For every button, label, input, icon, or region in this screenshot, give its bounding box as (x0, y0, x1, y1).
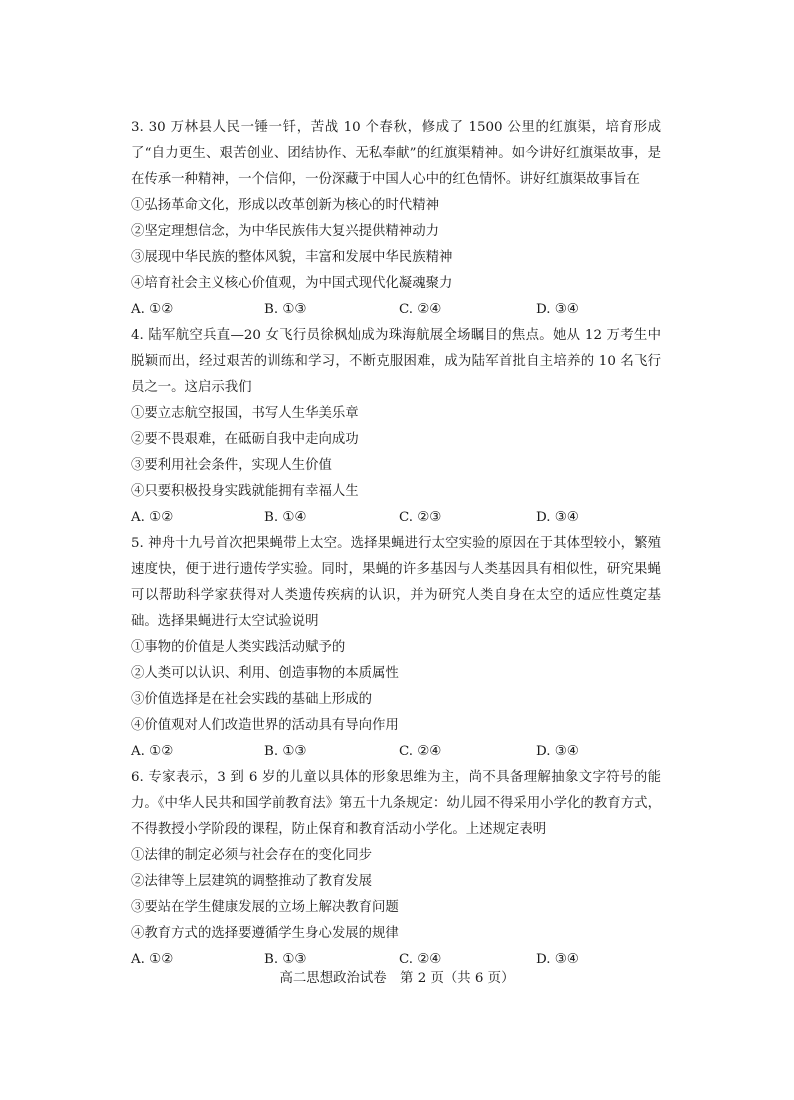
question-5 (131, 531, 661, 765)
question-stem: 5. 神舟十九号首次把果蝇带上太空。选择果蝇进行太空实验的原因在于其体型较小，繁殖速度快，便于进行遗传学实验。同时，果蝇的许多基因与人类基因具有相似性，研究果蝇可以帮助科学家获得对人类遗传疾病的认识，并为研究人类自身在太空的适应性奠定基础。选择果蝇进行太空试验说明 (131, 536, 661, 629)
choice-b: B. ①③ (264, 952, 307, 967)
statement-option: ③展现中华民族的整体风貌，丰富和发展中华民族精神 (131, 250, 453, 265)
statement-option: ③要利用社会条件，实现人生价值 (131, 458, 332, 473)
statement-option: ③价值选择是在社会实践的基础上形成的 (131, 692, 373, 707)
question-3 (131, 115, 661, 323)
choice-b: B. ①④ (264, 510, 307, 525)
choice-a: A. ①② (131, 510, 174, 525)
choice-d: D. ③④ (536, 302, 579, 317)
statement-option: ②要不畏艰难，在砥砺自我中走向成功 (131, 432, 359, 447)
statement-option: ①法律的制定必须与社会存在的变化同步 (131, 848, 373, 863)
statement-option: ④培育社会主义核心价值观，为中国式现代化凝魂聚力 (131, 276, 453, 291)
question-stem: 3. 30 万林县人民一锤一钎，苦战 10 个春秋，修成了 1500 公里的红旗渠，培育形成了“自力更生、艰苦创业、团结协作、无私奉献”的红旗渠精神。如今讲好红旗渠故事，是在传承一种精神，一个信仰，一份深藏于中国人心中的红色情怀。讲好红旗渠故事旨在 (131, 120, 661, 187)
choice-d: D. ③④ (536, 510, 579, 525)
page-footer: 高二思想政治试卷 第 2 页（共 6 页） (279, 971, 515, 986)
answer-choices (131, 297, 661, 323)
statement-option: ④只要积极投身实践就能拥有幸福人生 (131, 484, 359, 499)
statement-option: ②法律等上层建筑的调整推动了教育发展 (131, 874, 373, 889)
answer-choices (131, 505, 661, 531)
choice-b: B. ①③ (264, 744, 307, 759)
question-stem: 6. 专家表示，3 到 6 岁的儿童以具体的形象思维为主，尚不具备理解抽象文字符号的能力。《中华人民共和国学前教育法》第五十九条规定：幼儿园不得采用小学化的教育方式，不得教授小学阶段的课程，防止保育和教育活动小学化。上述规定表明 (131, 770, 661, 837)
statement-option: ①要立志航空报国，书写人生华美乐章 (131, 406, 359, 421)
statement-option: ③要站在学生健康发展的立场上解决教育问题 (131, 900, 399, 915)
question-stem: 4. 陆军航空兵直—20 女飞行员徐枫灿成为珠海航展全场瞩目的焦点。她从 12 万考生中脱颖而出，经过艰苦的训练和学习，不断克服困难，成为陆军首批自主培养的 10 名飞行员之一。这启示我们 (131, 328, 661, 395)
question-list (131, 115, 661, 973)
choice-c: C. ②④ (399, 302, 442, 317)
choice-b: B. ①③ (264, 302, 307, 317)
statement-option: ④教育方式的选择要遵循学生身心发展的规律 (131, 926, 399, 941)
answer-choices (131, 739, 661, 765)
choice-c: C. ②④ (399, 744, 442, 759)
statement-option: ①事物的价值是人类实践活动赋予的 (131, 640, 346, 655)
question-4 (131, 323, 661, 531)
statement-option: ①弘扬革命文化，形成以改革创新为核心的时代精神 (131, 198, 439, 213)
question-6 (131, 765, 661, 973)
choice-c: C. ②④ (399, 952, 442, 967)
choice-a: A. ①② (131, 952, 174, 967)
statement-option: ②坚定理想信念，为中华民族伟大复兴提供精神动力 (131, 224, 439, 239)
choice-d: D. ③④ (536, 952, 579, 967)
statement-option: ②人类可以认识、利用、创造事物的本质属性 (131, 666, 399, 681)
statement-option: ④价值观对人们改造世界的活动具有导向作用 (131, 718, 399, 733)
choice-a: A. ①② (131, 744, 174, 759)
choice-a: A. ①② (131, 302, 174, 317)
choice-c: C. ②③ (399, 510, 442, 525)
choice-d: D. ③④ (536, 744, 579, 759)
